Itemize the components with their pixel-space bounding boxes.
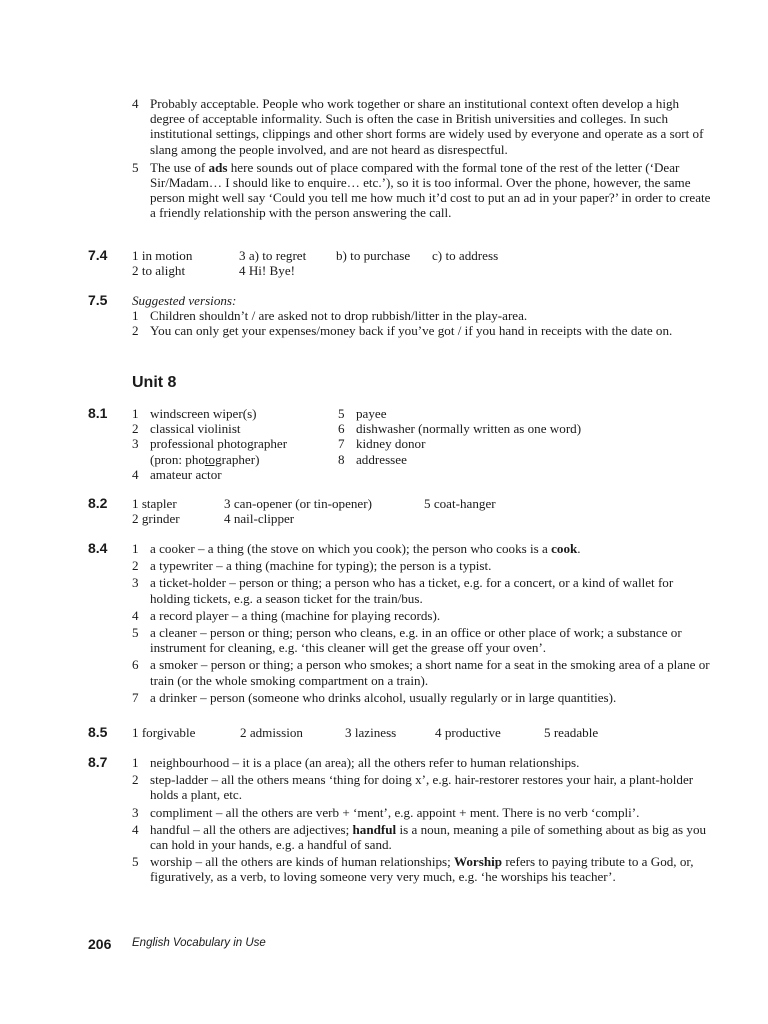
answer-item <box>132 608 712 623</box>
continuation-answers <box>132 96 712 221</box>
answer-item <box>338 421 698 436</box>
item-text: classical violinist <box>150 421 241 437</box>
answer-item <box>132 467 332 482</box>
item-number: 1 <box>132 308 139 324</box>
item-text: neighbourhood – it is a place (an area); all the others refer to human relationships. <box>150 755 580 770</box>
item-bold: ads <box>208 159 228 175</box>
item-number: 7 <box>132 689 139 705</box>
section-8-5 <box>132 725 712 740</box>
answer-cell: 5 coat-hanger <box>424 496 496 511</box>
answer-item <box>132 421 332 436</box>
item-text: a smoker – person or thing; a person who smokes; a short name for a seat in the smoking area of a plane or train (or the whole smoking compartment on a train). <box>150 657 710 688</box>
item-text: a record player – a thing (machine for playing records). <box>150 607 441 623</box>
section-8-4 <box>132 541 712 705</box>
answer-cell: 1 forgivable <box>132 725 196 740</box>
page-number: 206 <box>88 936 112 952</box>
item-number: 6 <box>132 657 139 673</box>
item-number: 4 <box>132 607 139 623</box>
item-number: 7 <box>338 436 345 452</box>
item-text: amateur actor <box>150 466 222 482</box>
column-left <box>132 406 332 482</box>
section-7-5 <box>132 293 712 339</box>
answer-cell: 3 a) to regret <box>239 248 307 263</box>
section-label-8-7: 8.7 <box>88 754 108 770</box>
answer-cell: 4 Hi! Bye! <box>239 263 296 279</box>
item-number: 4 <box>132 466 139 482</box>
item-text: windscreen wiper(s) <box>150 406 257 421</box>
item-number: 5 <box>132 854 139 870</box>
answer-cell: 1 in motion <box>132 248 193 263</box>
item-text: dishwasher (normally written as one word) <box>356 421 582 437</box>
item-number: 2 <box>132 558 139 574</box>
answer-item <box>132 822 712 852</box>
item-text: Probably acceptable. People who work together or share an institutional context often develop a high degree of acceptable informality. Such is often the case in British universities and colleges. In such institutional settings, clippings and other short forms are widely used by everyone and operate as a sort of slang among the people involved, and are not heard as disrespectful. <box>150 96 704 157</box>
answer-cell: b) to purchase <box>336 248 411 263</box>
pronunciation-note <box>132 452 332 467</box>
item-bold: Worship <box>454 854 503 870</box>
answer-item <box>132 406 332 421</box>
answer-cell: 2 admission <box>240 725 303 740</box>
item-number: 5 <box>132 625 139 641</box>
item-text: professional photographer <box>150 436 288 452</box>
answer-item <box>132 690 712 705</box>
item-text: a cooker – a thing (the stove on which you cook); the person who cooks is a <box>150 541 552 556</box>
section-label-7-4: 7.4 <box>88 247 108 263</box>
answer-item <box>132 160 712 221</box>
section-label-8-2: 8.2 <box>88 495 108 511</box>
item-text: worship – all the others are kinds of human relationships; <box>150 854 455 870</box>
answer-cell: 2 grinder <box>132 511 180 527</box>
answer-cell: 3 laziness <box>345 725 397 740</box>
answer-item <box>132 657 712 687</box>
answer-cell: c) to address <box>432 248 499 263</box>
item-text: a drinker – person (someone who drinks alcohol, usually regularly or in large quantities). <box>150 689 617 705</box>
item-text: is a noun, meaning a pile of something about as big as you can hold in your hands, e.g. a handful of sand. <box>150 821 707 853</box>
item-bold: cook <box>551 541 578 556</box>
item-number: 3 <box>132 804 139 820</box>
item-bold: handful <box>352 821 397 837</box>
item-text: Children shouldn’t / are asked not to drop rubbish/litter in the play-area. <box>150 308 528 324</box>
item-text: payee <box>356 406 387 421</box>
item-text: here sounds out of place compared with the formal tone of the rest of the letter (‘Dear Sir/Madam… I should like to enquire… etc.’), so it is too informal. Over the phone, however, the same person might well say ‘Could you tell me how much it’d cost to put an ad in your paper?’ in order to create a friendly relationship with the person answering the call. <box>150 159 711 221</box>
answer-item <box>132 772 712 802</box>
answer-cell: 4 productive <box>435 725 501 740</box>
answer-row <box>132 496 712 511</box>
answer-item <box>132 96 712 157</box>
item-number: 3 <box>132 436 139 452</box>
item-text: a typewriter – a thing (machine for typing); the person is a typist. <box>150 558 492 574</box>
answer-row <box>132 263 712 278</box>
item-number: 8 <box>338 451 345 467</box>
item-number: 4 <box>132 821 139 837</box>
section-label-8-4: 8.4 <box>88 540 108 556</box>
item-number: 2 <box>132 772 139 788</box>
item-number: 3 <box>132 575 139 591</box>
answer-item <box>132 755 712 770</box>
answer-item <box>132 854 712 884</box>
answer-cell: 1 stapler <box>132 496 177 511</box>
item-text: (pron: pho <box>150 451 205 467</box>
item-text: rapher) <box>221 451 260 467</box>
section-label-7-5: 7.5 <box>88 292 108 308</box>
section-label-8-1: 8.1 <box>88 405 108 421</box>
answer-item <box>132 308 712 323</box>
item-number: 5 <box>338 406 345 421</box>
item-text: You can only get your expenses/money back if you’ve got / if you hand in receipts with the date on. <box>150 323 673 339</box>
answer-item <box>132 436 332 451</box>
answer-item <box>132 805 712 820</box>
section-8-7 <box>132 755 712 885</box>
unit-title: Unit 8 <box>132 374 177 391</box>
item-number: 4 <box>132 96 139 111</box>
answer-item <box>338 452 698 467</box>
answer-item <box>132 541 712 556</box>
section-label-8-5: 8.5 <box>88 724 108 740</box>
column-right <box>338 406 698 467</box>
answer-row <box>132 725 712 740</box>
answer-cell: 2 to alight <box>132 263 186 279</box>
item-text: kidney donor <box>356 436 426 452</box>
answer-item <box>338 436 698 451</box>
item-number: 2 <box>132 323 139 339</box>
answer-cell: 5 readable <box>544 725 599 740</box>
section-7-4 <box>132 248 712 278</box>
answer-item <box>132 558 712 573</box>
item-text: a ticket-holder – person or thing; a person who has a ticket, e.g. for a concert, or a kind of wallet for holding tickets, e.g. a season ticket for the train/bus. <box>150 575 674 606</box>
answer-item <box>338 406 698 421</box>
section-8-2 <box>132 496 712 526</box>
item-number: 5 <box>132 159 139 175</box>
answer-cell: 4 nail-clipper <box>224 511 295 527</box>
answer-item <box>132 575 712 605</box>
answer-row <box>132 511 712 526</box>
answer-cell: 3 can-opener (or tin-opener) <box>224 496 372 511</box>
item-text: The use of <box>150 159 209 175</box>
section-intro: Suggested versions: <box>132 293 237 308</box>
stressed-syllable: tog <box>204 451 222 467</box>
item-text: . <box>577 541 581 556</box>
answer-item <box>132 625 712 655</box>
item-number: 6 <box>338 421 345 437</box>
item-number: 1 <box>132 755 139 770</box>
item-number: 1 <box>132 541 139 556</box>
book-title: English Vocabulary in Use <box>132 937 266 949</box>
item-text: refers to paying tribute to a God, or, figuratively, as a verb, to loving someone very very much, e.g. ‘he worships his teacher’. <box>150 854 694 885</box>
item-text: compliment – all the others are verb + ‘ment’, e.g. appoint + ment. There is no verb ‘compli’. <box>150 804 640 820</box>
answer-row <box>132 248 712 263</box>
item-text: a cleaner – person or thing; person who cleans, e.g. in an office or other place of work; a substance or instrument for cleaning, e.g. ‘this cleaner will get the grease off your oven’. <box>150 625 682 656</box>
item-text: addressee <box>356 451 407 467</box>
item-number: 1 <box>132 406 139 421</box>
item-number: 2 <box>132 421 139 437</box>
item-text: handful – all the others are adjectives; <box>150 821 353 837</box>
item-text: step-ladder – all the others means ‘thing for doing x’, e.g. hair-restorer restores your hair, a plant-holder holds a plant, etc. <box>150 772 694 803</box>
answer-item <box>132 323 712 338</box>
